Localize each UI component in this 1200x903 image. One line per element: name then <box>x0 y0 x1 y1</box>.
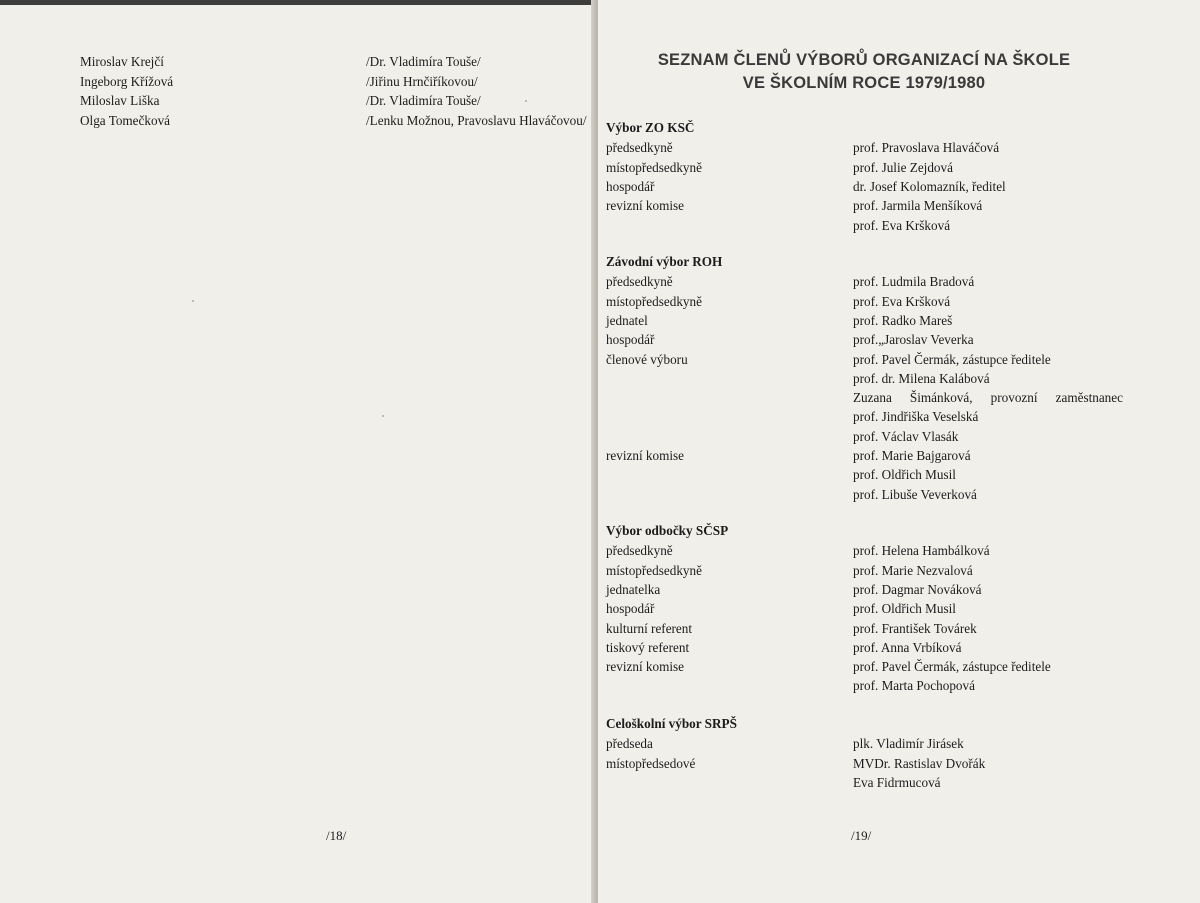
member-name: Ingeborg Křížová <box>80 73 174 89</box>
member-name: plk. Vladimír Jirásek <box>853 736 964 752</box>
top-edge <box>0 0 596 5</box>
role-label: předsedkyně <box>606 274 673 290</box>
member-name: prof. Václav Vlasák <box>853 428 959 444</box>
role-label: místopředsedové <box>606 755 696 771</box>
role-label: jednatelka <box>606 581 661 597</box>
member-name: prof. Marie Bajgarová <box>853 448 971 463</box>
member-name: prof. Radko Mareš <box>853 312 953 328</box>
word: Šimánková, <box>909 390 973 406</box>
role-label: revizní komise <box>606 659 685 675</box>
member-name: prof. František Továrek <box>853 620 977 636</box>
role-label: hospodář <box>606 332 655 348</box>
word: Zuzana <box>853 390 892 406</box>
member-note: /Dr. Vladimíra Touše/ <box>366 54 481 69</box>
member-name: Miroslav Krejčí <box>80 54 164 69</box>
member-name: prof. Jindřiška Veselská <box>853 409 979 425</box>
member-note: /Dr. Vladimíra Touše/ <box>366 93 481 108</box>
member-name: prof. Marta Pochopová <box>853 678 975 694</box>
role-label: předsedkyně <box>606 140 673 156</box>
member-name: prof. Eva Kršková <box>853 293 951 309</box>
left-page <box>0 0 597 903</box>
member-name: MVDr. Rastislav Dvořák <box>853 755 986 771</box>
role-label: kulturní referent <box>606 620 693 636</box>
member-name: dr. Josef Kolomazník, ředitel <box>853 178 1006 194</box>
role-label: předseda <box>606 736 653 752</box>
role-label: místopředsedkyně <box>606 562 702 578</box>
role-label: revizní komise <box>606 198 685 214</box>
member-name: prof. Eva Kršková <box>853 217 951 233</box>
paper-speck <box>525 100 527 102</box>
role-label: hospodář <box>606 601 655 617</box>
member-note: /Lenku Možnou, Pravoslavu Hlaváčovou/ <box>366 112 587 128</box>
role-label: revizní komise <box>606 448 685 463</box>
member-name: prof. Pavel Čermák, zástupce ředitele <box>853 351 1051 367</box>
paper-speck <box>192 300 194 302</box>
role-label: členové výboru <box>606 351 688 367</box>
paper-speck <box>382 415 384 417</box>
role-label: místopředsedkyně <box>606 159 702 175</box>
member-name: prof. Oldřich Musil <box>853 467 956 483</box>
role-label: předsedkyně <box>606 543 673 559</box>
word: provozní <box>990 390 1038 406</box>
member-name: prof. Pavel Čermák, zástupce ředitele <box>853 659 1051 675</box>
role-label: tiskový referent <box>606 639 690 655</box>
section-heading: Celoškolní výbor SRPŠ <box>606 716 737 731</box>
member-name <box>853 388 1123 407</box>
word: zaměstnanec <box>1055 390 1123 406</box>
section-heading: Výbor odbočky SČSP <box>606 523 729 538</box>
member-name: prof. Pravoslava Hlaváčová <box>853 140 1000 156</box>
section-heading: Výbor ZO KSČ <box>606 120 695 135</box>
role-label: místopředsedkyně <box>606 293 702 309</box>
member-name: prof. Jarmila Menšíková <box>853 198 983 214</box>
member-name: prof. Marie Nezvalová <box>853 562 973 578</box>
member-name: prof. Oldřich Musil <box>853 601 956 617</box>
page-title-line-2: VE ŠKOLNÍM ROCE 1979/1980 <box>742 74 986 92</box>
page-number-right: /19/ <box>851 828 872 843</box>
member-name: prof.„Jaroslav Veverka <box>853 332 974 348</box>
section-heading: Závodní výbor ROH <box>606 254 723 269</box>
page-number-left: /18/ <box>326 828 347 843</box>
member-name: Miloslav Liška <box>80 93 160 108</box>
member-name: Olga Tomečková <box>80 112 171 128</box>
member-name: Eva Fidrmucová <box>853 774 941 790</box>
page-title-line-1: SEZNAM ČLENŮ VÝBORŮ ORGANIZACÍ NA ŠKOLE <box>657 51 1071 69</box>
member-name: prof. Julie Zejdová <box>853 159 953 175</box>
member-name: prof. Dagmar Nováková <box>853 581 982 597</box>
member-name: prof. dr. Milena Kalábová <box>853 370 990 386</box>
role-label: hospodář <box>606 178 655 194</box>
member-note: /Jiřinu Hrnčiříkovou/ <box>366 73 478 89</box>
member-name: prof. Anna Vrbíková <box>853 639 962 655</box>
member-name: prof. Ludmila Bradová <box>853 274 975 290</box>
member-name: prof. Helena Hambálková <box>853 543 990 559</box>
member-name: prof. Libuše Veverková <box>853 486 977 502</box>
role-label: jednatel <box>606 312 648 328</box>
